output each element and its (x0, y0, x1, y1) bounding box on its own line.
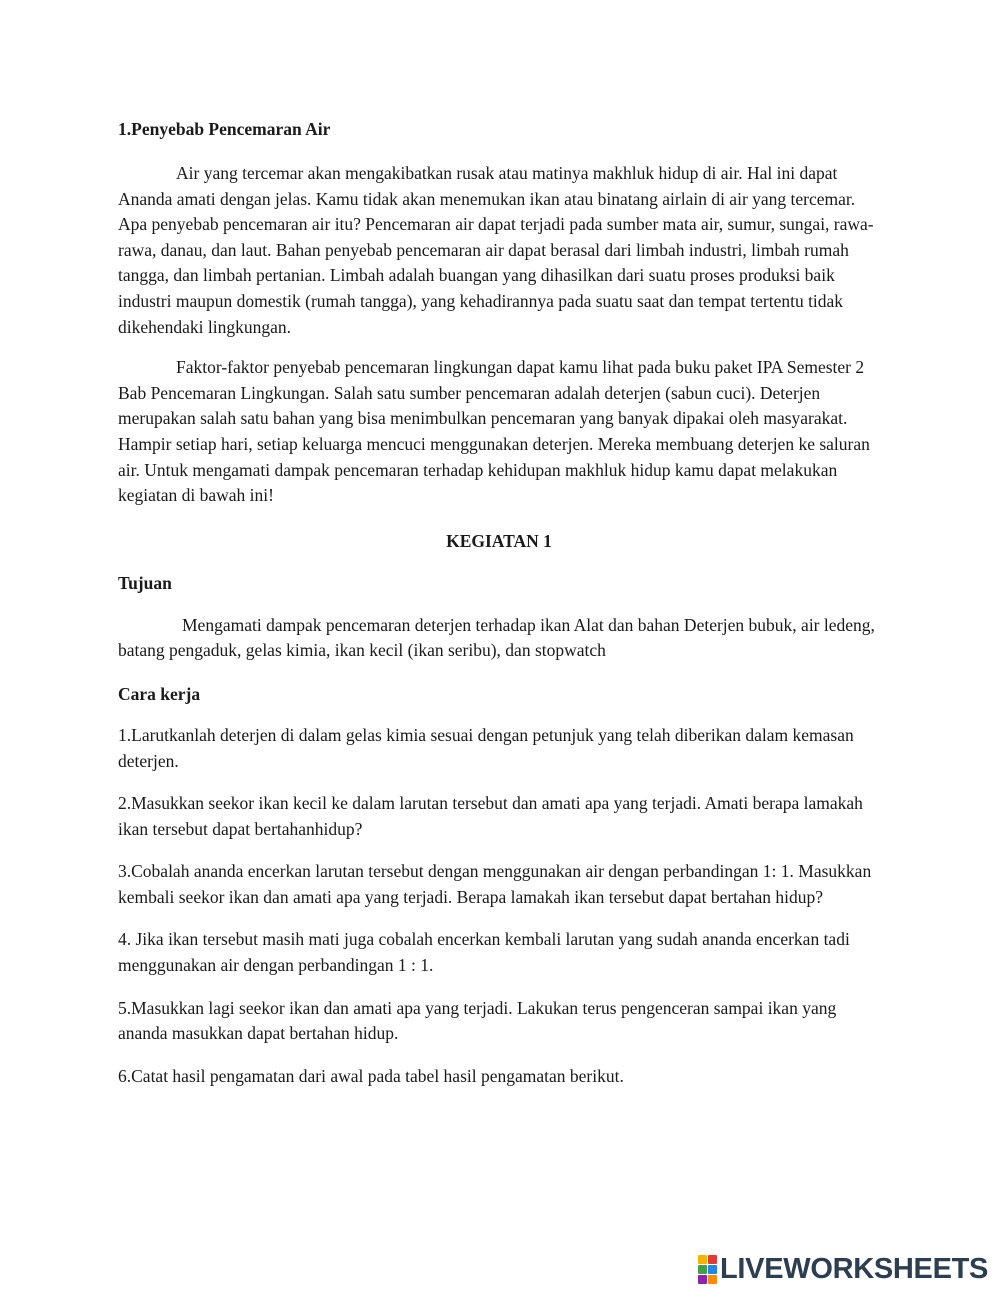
goal-heading: Tujuan (118, 572, 172, 593)
section-paragraph-1: Air yang tercemar akan mengakibatkan rusak atau matinya makhluk hidup di air. Hal ini dapat Ananda amati dengan jelas. Kamu tidak akan menemukan ikan atau binatang airlain di air yang tercemar. Apa penyebab pencemaran air itu? Pencemaran air dapat terjadi pada sumber mata air, sumur, sungai, rawa-rawa, danau, dan laut. Bahan penyebab pencemaran air dapat berasal dari limbah industri, limbah rumah tangga, dan limbah pertanian. Limbah adalah buangan yang dihasilkan dari suatu proses produksi baik industri maupun domestik (rumah tangga), yang kehadirannya pada suatu saat dan tempat tertentu tidak dikehendaki lingkungan. (118, 163, 874, 337)
method-step: 6.Catat hasil pengamatan dari awal pada tabel hasil pengamatan berikut. (118, 1065, 624, 1086)
activity-title: KEGIATAN 1 (446, 530, 552, 551)
method-heading: Cara kerja (118, 683, 201, 704)
logo-text: LIVEWORKSHEETS (720, 1253, 989, 1285)
method-step: 2.Masukkan seekor ikan kecil ke dalam larutan tersebut dan amati apa yang terjadi. Amati berapa lamakah ikan tersebut dapat bertahanhidup? (118, 793, 863, 839)
logo-block-icon (708, 1275, 717, 1284)
logo-block-icon (698, 1275, 707, 1284)
goal-text: Mengamati dampak pencemaran deterjen terhadap ikan Alat dan bahan Deterjen bubuk, air ledeng, batang pengaduk, gelas kimia, ikan kecil (ikan seribu), dan stopwatch (118, 614, 875, 661)
document-page (118, 116, 880, 1089)
method-step: 3.Cobalah ananda encerkan larutan tersebut dengan menggunakan air dengan perbandingan 1: 1. Masukkan kembali seekor ikan dan amati apa yang terjadi. Berapa lamakah ikan tersebut dapat bertahan hidup? (118, 861, 872, 907)
method-step: 1.Larutkanlah deterjen di dalam gelas kimia sesuai dengan petunjuk yang telah diberikan dalam kemasan deterjen. (118, 724, 854, 771)
logo-block-icon (708, 1265, 717, 1274)
liveworksheets-logo[interactable] (698, 1253, 988, 1285)
logo-block-icon (698, 1265, 707, 1274)
method-step: 4. Jika ikan tersebut masih mati juga cobalah encerkan kembali larutan yang sudah ananda encerkan tadi menggunakan air dengan perbandingan 1 : 1. (118, 929, 850, 976)
logo-block-icon (708, 1255, 717, 1264)
section-paragraph-2: Faktor-faktor penyebab pencemaran lingkungan dapat kamu lihat pada buku paket IPA Semester 2 Bab Pencemaran Lingkungan. Salah satu sumber pencemaran adalah deterjen (sabun cuci). Deterjen merupakan salah satu bahan yang bisa menimbulkan pencemaran yang banyak dipakai oleh masyarakat. Hampir setiap hari, setiap keluarga mencuci menggunakan deterjen. Mereka membuang deterjen ke saluran air. Untuk mengamati dampak pencemaran terhadap kehidupan makhluk hidup kamu dapat melakukan kegiatan di bawah ini! (118, 357, 870, 506)
method-step: 5.Masukkan lagi seekor ikan dan amati apa yang terjadi. Lakukan terus pengenceran sampai ikan yang ananda masukkan dapat bertahan hidup. (118, 997, 837, 1044)
logo-block-icon (698, 1255, 707, 1264)
section-title: 1.Penyebab Pencemaran Air (118, 119, 331, 139)
liveworksheets-logo-icon (698, 1255, 717, 1284)
